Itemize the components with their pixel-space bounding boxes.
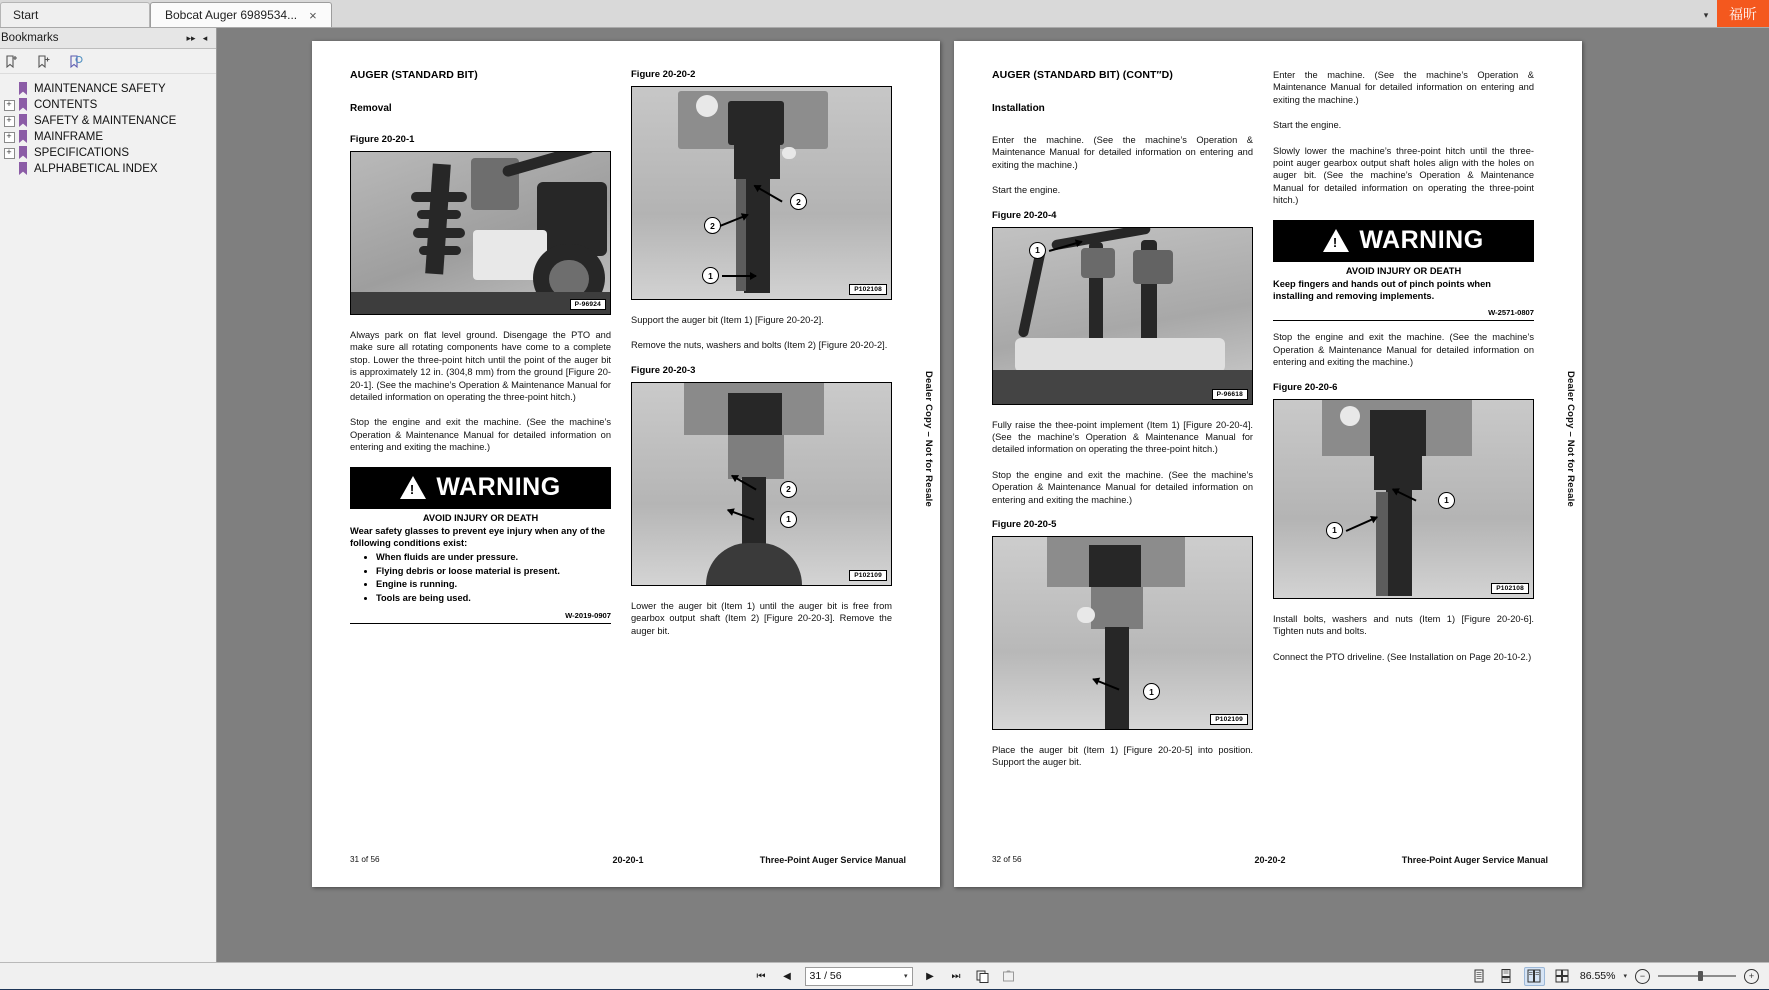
- callout-2: 2: [780, 481, 797, 498]
- close-icon[interactable]: ×: [309, 7, 317, 23]
- app-body: [0, 28, 1769, 962]
- page-container: [217, 28, 1769, 887]
- page-title: AUGER (STANDARD BIT) (CONT″D): [992, 69, 1173, 81]
- next-page-button[interactable]: ▶: [922, 968, 939, 985]
- bookmark-locate-icon[interactable]: [68, 55, 83, 70]
- bookmarks-sidebar: [0, 28, 217, 962]
- paragraph: Stop the engine and exit the machine. (See the machine’s Operation & Maintenance Manual for detailed information on entering and exiting the machine.): [992, 469, 1253, 505]
- warning-body: Keep fingers and hands out of pinch points when installing and removing implements.: [1273, 278, 1491, 302]
- paragraph: Enter the machine. (See the machine’s Operation & Maintenance Manual for detailed information on entering and exiting the machine.): [992, 135, 1253, 170]
- figure-label: Figure 20-20-4: [992, 209, 1057, 221]
- bookmark-flag-icon: [18, 146, 29, 160]
- two-page-continuous-view-icon[interactable]: [1553, 968, 1572, 985]
- collapse-all-icon[interactable]: ▸▸: [186, 32, 196, 43]
- sidebar-item-label: CONTENTS: [34, 99, 98, 111]
- paragraph: Support the auger bit (Item 1) [Figure 20-20-2].: [631, 315, 824, 325]
- sidebar-item-label: MAINTENANCE SAFETY: [34, 83, 166, 95]
- warning-box: [350, 467, 611, 625]
- figure-label: Figure 20-20-2: [631, 69, 696, 80]
- sidebar-item-mainframe[interactable]: [0, 129, 216, 145]
- warning-banner: [350, 467, 611, 509]
- warning-box: [1273, 220, 1534, 322]
- paragraph: Remove the nuts, washers and bolts (Item 2) [Figure 20-20-2].: [631, 340, 888, 351]
- sidebar-item-safety-and-maintenance[interactable]: [0, 113, 216, 129]
- pdf-page-31: [312, 41, 940, 887]
- page-footer: [992, 855, 1548, 865]
- paragraph: Enter the machine. (See the machine’s Operation & Maintenance Manual for detailed information on entering and exiting the machine.): [1273, 70, 1534, 105]
- bookmark-flag-icon: [18, 130, 29, 144]
- list-item: • When fluids are under pressure.: [376, 551, 611, 565]
- page-footer: [350, 855, 906, 865]
- footer-manual-title: Three-Point Auger Service Manual: [1401, 855, 1548, 865]
- sidebar-item-label: SAFETY & MAINTENANCE: [34, 115, 177, 127]
- section-heading-installation: Installation: [992, 103, 1045, 114]
- pdf-viewport[interactable]: [217, 28, 1769, 962]
- paragraph: Slowly lower the machine’s three-point hitch until the three-point auger gearbox output shaft holes align with the holes on auger bit. (See the machine’s Operation & Maintenance Manual for detailed information on operating the three-point hitch.): [1273, 145, 1534, 206]
- last-page-button[interactable]: ⏭: [948, 968, 965, 985]
- single-page-view-icon[interactable]: [1470, 968, 1489, 985]
- brand-logo: 福昕: [1717, 0, 1769, 27]
- callout-1: 1: [1438, 492, 1455, 509]
- left-page-column-1: [350, 69, 611, 650]
- paragraph: Start the engine.: [1273, 120, 1342, 131]
- sidebar-item-label: SPECIFICATIONS: [34, 147, 129, 159]
- warning-code: W-2019-0907: [350, 611, 611, 624]
- zoom-out-button[interactable]: −: [1635, 969, 1650, 984]
- bookmarks-header: [0, 28, 216, 49]
- tab-start-label: Start: [13, 8, 39, 22]
- hide-sidebar-icon[interactable]: ◂: [202, 32, 208, 43]
- photo-code-label: P-96924: [570, 299, 606, 310]
- figure-label: Figure 20-20-6: [1273, 381, 1338, 393]
- first-page-button[interactable]: ⏮: [753, 968, 770, 985]
- right-page-column-1: [992, 69, 1253, 782]
- zoom-slider-handle[interactable]: [1698, 971, 1703, 981]
- footer-page-count: 31 of 56: [350, 855, 380, 864]
- warning-title: WARNING: [436, 473, 561, 502]
- page-number-value: 31 / 56: [809, 970, 842, 982]
- bookmark-add-icon[interactable]: [36, 55, 51, 70]
- footer-manual-title: Three-Point Auger Service Manual: [759, 855, 906, 865]
- paragraph: Stop the engine and exit the machine. (See the machine’s Operation & Maintenance Manual for detailed information on entering and exiting the machine.): [1273, 332, 1534, 368]
- paragraph: Lower the auger bit (Item 1) until the auger bit is free from gearbox output shaft (Item 2) [Figure 20-20-3]. Remove the auger bit.: [631, 600, 892, 636]
- callout-2b: 2: [704, 217, 721, 234]
- tab-document-label: Bobcat Auger 6989534...: [165, 8, 298, 22]
- callout-1: 1: [1029, 242, 1046, 259]
- photo-code-label: P-96618: [1212, 389, 1248, 400]
- sidebar-item-label: ALPHABETICAL INDEX: [34, 163, 158, 175]
- list-item: • Engine is running.: [376, 578, 611, 592]
- footer-section-number: 20-20-2: [1254, 855, 1286, 865]
- sidebar-item-alphabetical-index[interactable]: [0, 161, 216, 177]
- warning-subtitle: AVOID INJURY OR DEATH: [422, 512, 539, 523]
- warning-title: WARNING: [1359, 226, 1484, 255]
- expander-icon[interactable]: [2, 82, 16, 96]
- bookmark-flag-icon: [18, 82, 29, 96]
- browser-tab-bar: [0, 0, 1769, 28]
- paragraph: Fully raise the thee-point implement (Item 1) [Figure 20-20-4]. (See the machine’s Operation & Maintenance Manual for detailed information on operating the three-point hitch.): [992, 419, 1253, 455]
- expander-icon[interactable]: +: [2, 146, 16, 160]
- sidebar-item-label: MAINFRAME: [34, 131, 103, 143]
- two-page-facing-view-icon[interactable]: [1524, 967, 1545, 986]
- continuous-scroll-view-icon[interactable]: [1497, 968, 1516, 985]
- paragraph: Stop the engine and exit the machine. (See the machine’s Operation & Maintenance Manual for detailed information on entering and exiting the machine.): [350, 417, 611, 453]
- figure-label: Figure 20-20-5: [992, 519, 1057, 531]
- chevron-down-icon[interactable]: ▾: [1623, 973, 1627, 980]
- warning-bullet-list: [350, 551, 611, 605]
- paragraph: Place the auger bit (Item 1) [Figure 20-20-5] into position. Support the auger bit.: [992, 745, 1253, 768]
- previous-page-button[interactable]: ◀: [779, 968, 796, 985]
- paragraph: Install bolts, washers and nuts (Item 1) [Figure 20-20-6]. Tighten nuts and bolts.: [1273, 613, 1534, 637]
- photo-code-label: P102109: [849, 570, 887, 581]
- figure-label: Figure 20-20-1: [350, 134, 415, 145]
- dealer-copy-side-text: Dealer Copy – Not for Resale: [923, 371, 934, 508]
- bookmarks-title: Bookmarks: [1, 32, 59, 44]
- warning-triangle-icon: [400, 476, 426, 499]
- figure-20-20-4-photo: [992, 227, 1253, 405]
- photo-code-label: P102108: [1491, 583, 1529, 594]
- paragraph: Always park on flat level ground. Disengage the PTO and make sure all rotating components have come to a complete stop. Lower the three-point hitch until the point of the auger bit is approximately 12 in. (304,8 mm) from the ground [Figure 20-20-1]. (See the machine’s Operation & Maintenance Manual for detailed information on operating the three-point hitch.): [350, 330, 611, 403]
- footer-page-count: 32 of 56: [992, 855, 1022, 864]
- tab-document[interactable]: [150, 2, 332, 27]
- paragraph: Connect the PTO driveline. (See Installation on Page 20-10-2.): [1273, 651, 1532, 662]
- callout-2: 2: [790, 193, 807, 210]
- warning-code: W-2571-0807: [1273, 308, 1534, 321]
- warning-triangle-icon: [1323, 229, 1349, 252]
- callout-1: 1: [702, 267, 719, 284]
- bookmark-expand-icon[interactable]: [4, 55, 19, 70]
- bookmark-flag-icon: [18, 98, 29, 112]
- sidebar-item-contents[interactable]: [0, 97, 216, 113]
- sidebar-item-specifications[interactable]: [0, 145, 216, 161]
- copy-page-icon[interactable]: [974, 968, 991, 985]
- warning-banner: [1273, 220, 1534, 262]
- figure-20-20-3-photo: [631, 382, 892, 586]
- expander-icon[interactable]: +: [2, 98, 16, 112]
- sidebar-item-maintenance-safety[interactable]: [0, 81, 216, 97]
- zoom-in-button[interactable]: +: [1744, 969, 1759, 984]
- callout-1: 1: [1143, 683, 1160, 700]
- callout-1b: 1: [1326, 522, 1343, 539]
- warning-body: Wear safety glasses to prevent eye injury when any of the following conditions exist:: [350, 525, 606, 549]
- bookmarks-tree: [0, 74, 216, 962]
- chevron-down-icon[interactable]: ▾: [903, 973, 908, 980]
- callout-1: 1: [780, 511, 797, 528]
- bookmarks-toolbar: [0, 49, 216, 74]
- figure-20-20-1-photo: [350, 151, 611, 315]
- bookmark-flag-icon: [18, 162, 29, 176]
- chevron-down-icon[interactable]: ▾: [1703, 10, 1709, 20]
- figure-20-20-6-photo: [1273, 399, 1534, 599]
- snapshot-icon[interactable]: [1000, 968, 1017, 985]
- photo-code-label: P102108: [849, 284, 887, 295]
- warning-subtitle: AVOID INJURY OR DEATH: [1345, 265, 1462, 276]
- figure-20-20-5-photo: [992, 536, 1253, 730]
- page-number-input[interactable]: [805, 967, 913, 986]
- dealer-copy-side-text: Dealer Copy – Not for Resale: [1565, 371, 1576, 508]
- tab-start[interactable]: [0, 2, 150, 27]
- expander-icon[interactable]: +: [2, 114, 16, 128]
- left-page-column-2: [631, 69, 892, 650]
- paragraph: Start the engine.: [992, 185, 1061, 196]
- zoom-controls-group: [1470, 967, 1759, 986]
- expander-icon[interactable]: +: [2, 130, 16, 144]
- photo-code-label: P102109: [1210, 714, 1248, 725]
- figure-label: Figure 20-20-3: [631, 364, 696, 376]
- footer-section-number: 20-20-1: [612, 855, 644, 865]
- right-page-column-2: [1273, 69, 1534, 782]
- zoom-slider[interactable]: [1658, 975, 1736, 977]
- list-item: • Tools are being used.: [376, 592, 611, 606]
- bookmark-flag-icon: [18, 114, 29, 128]
- pdf-page-32: [954, 41, 1582, 887]
- list-item: • Flying debris or loose material is present.: [376, 565, 611, 579]
- figure-20-20-2-photo: [631, 86, 892, 300]
- section-heading-removal: Removal: [350, 103, 392, 114]
- expander-icon[interactable]: [2, 162, 16, 176]
- page-title: AUGER (STANDARD BIT): [350, 69, 478, 81]
- zoom-level-value: 86.55%: [1579, 970, 1616, 982]
- pdf-bottom-toolbar: [0, 962, 1769, 989]
